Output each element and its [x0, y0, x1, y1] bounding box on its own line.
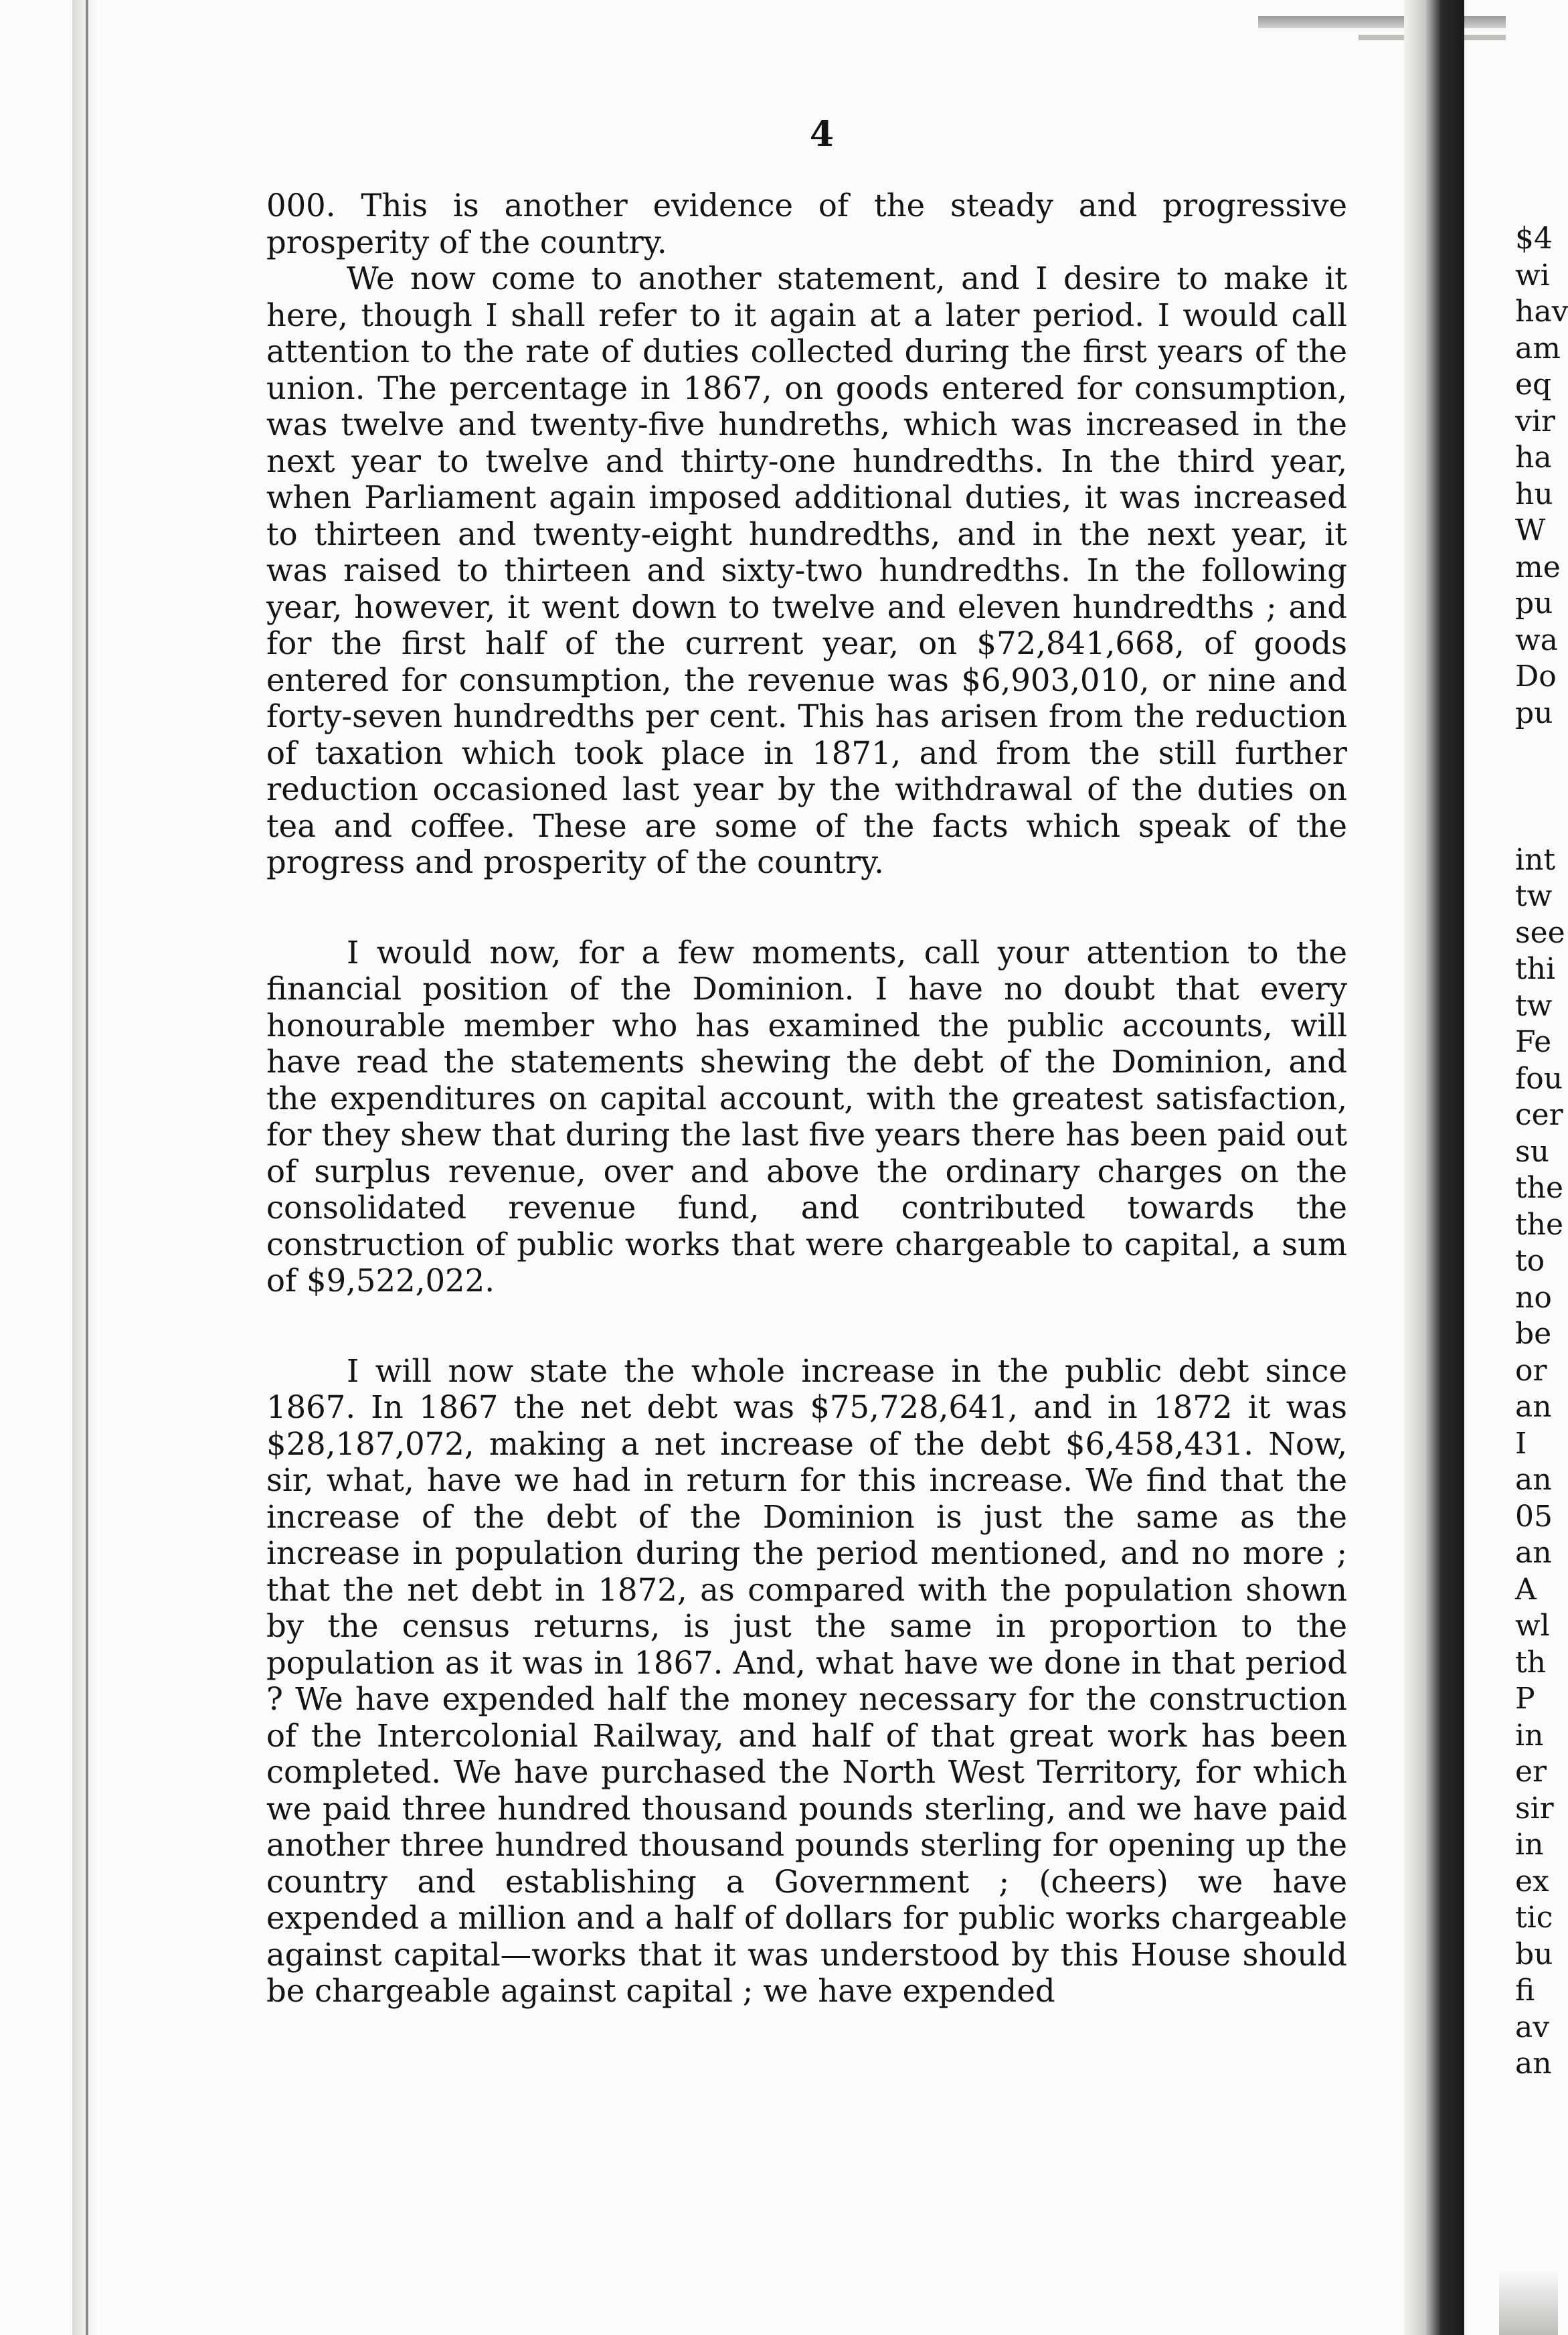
adjacent-page-line: or — [1515, 1353, 1547, 1388]
adjacent-page-line: fou — [1515, 1061, 1563, 1096]
adjacent-page-line: er — [1515, 1755, 1547, 1789]
adjacent-page-line: an — [1515, 1390, 1552, 1424]
paragraph-1: 000. This is another evidence of the steady and progressive prosperity of the country. — [266, 187, 1347, 260]
adjacent-page-line: an — [1515, 1536, 1552, 1570]
adjacent-page-line: no — [1515, 1280, 1552, 1315]
adjacent-page-line: Fe — [1515, 1025, 1552, 1059]
adjacent-page-line: be — [1515, 1317, 1552, 1351]
adjacent-page-line: an — [1515, 1463, 1552, 1497]
adjacent-page-line: av — [1515, 2010, 1550, 2044]
paragraph-3: I would now, for a few moments, call your attention to the financial position of the Dominion. I have no doubt that every honourable member who has examined the public accounts, will have read the statements shewing the debt of the Dominion, and the expenditures on capital account, with the greatest satisfaction, for they shew that during the last five years there has been paid out of surplus revenue, over and above the ordinary charges on the consolidated revenue fund, and contributed towards the construction of public works that were chargeable to capital, a sum of $9,522,022. — [266, 934, 1347, 1299]
body-text — [266, 187, 1347, 2010]
scan-bottom-shadow — [1499, 2269, 1558, 2335]
page-left-border — [86, 0, 88, 2335]
adjacent-page-line: the — [1515, 1171, 1564, 1205]
adjacent-page-line: see — [1515, 915, 1565, 950]
adjacent-page-line: 05 — [1515, 1499, 1553, 1534]
adjacent-page-line: in — [1515, 1718, 1544, 1753]
adjacent-page-line: Do — [1515, 659, 1557, 694]
adjacent-page-line: hav — [1515, 295, 1568, 329]
adjacent-page-line: hu — [1515, 477, 1553, 511]
adjacent-page-line: $4 — [1515, 222, 1553, 256]
adjacent-page-line: me — [1515, 550, 1561, 584]
adjacent-page-line: W — [1515, 513, 1546, 548]
adjacent-page-line: tic — [1515, 1901, 1553, 1935]
adjacent-page-line: ex — [1515, 1864, 1549, 1899]
adjacent-page-line: cer — [1515, 1098, 1563, 1132]
page-number: 4 — [809, 114, 835, 155]
book-gutter — [1404, 0, 1464, 2335]
adjacent-page-line: ha — [1515, 440, 1552, 475]
adjacent-page-text — [1515, 221, 1568, 2083]
adjacent-page-edge — [1506, 0, 1568, 2335]
adjacent-page-line: to — [1515, 1244, 1545, 1278]
adjacent-page-line: pu — [1515, 586, 1553, 621]
adjacent-page-line: tw — [1515, 988, 1553, 1023]
adjacent-page-line: pu — [1515, 696, 1553, 730]
adjacent-page-line: bu — [1515, 1937, 1553, 1971]
adjacent-page-line — [1515, 732, 1568, 769]
adjacent-page-line: A — [1515, 1572, 1537, 1607]
adjacent-page-line: vir — [1515, 404, 1555, 438]
adjacent-page-line: su — [1515, 1134, 1549, 1169]
adjacent-page-line: wi — [1515, 258, 1550, 293]
paragraph-2: We now come to another statement, and I desire to make it here, though I shall refer to it again at a later period. I would call attention to the rate of duties collected during the first years of the union. The percentage in 1867, on goods entered for consumption, was twelve and twenty-five hundreths, which was increased in the next year to twelve and thirty-one hundredths. In the third year, when Parliament again imposed additional duties, it was increased to thirteen and twenty-eight hundredths, and in the next year, it was raised to thirteen and sixty-two hundredths. In the following year, however, it went down to twelve and eleven hundredths ; and for the first half of the current year, on $72,841,668, of goods entered for consumption, the revenue was $6,903,010, or nine and forty-seven hundredths per cent. This has arisen from the reduction of taxation which took place in 1871, and from the still further reduction occasioned last year by the withdrawal of the duties on tea and coffee. These are some of the facts which speak of the progress and prosperity of the country. — [266, 260, 1347, 880]
paragraph-4: I will now state the whole increase in the public debt since 1867. In 1867 the net debt was $75,728,641, and in 1872 it was $28,187,072, making a net increase of the debt $6,458,431. Now, sir, what, have we had in return for this increase. We find that the increase of the debt of the Dominion is just the same as the increase in population during the period mentioned, and no more ; that the net debt in 1872, as compared with the population shown by the census returns, is just the same in proportion to the population as it was in 1867. And, what have we done in that period ? We have expended half the money necessary for the construction of the Intercolonial Railway, and half of that great work has been completed. We have purchased the North West Territory, for which we paid three hundred thousand pounds sterling, and we have paid another three hundred thousand pounds sterling for opening up the country and establishing a Government ; (cheers) we have expended a million and a half of dollars for public works chargeable against capital—works that it was understood by this House should be chargeable against capital ; we have expended — [266, 1352, 1347, 2009]
adjacent-page-line: fi — [1515, 1974, 1535, 2008]
adjacent-page-line: an — [1515, 2046, 1552, 2081]
adjacent-page-line: am — [1515, 331, 1561, 366]
adjacent-page-line: the — [1515, 1207, 1564, 1242]
adjacent-page-line: wl — [1515, 1609, 1550, 1643]
adjacent-page-line: I — [1515, 1426, 1527, 1461]
adjacent-page-line: in — [1515, 1828, 1544, 1862]
adjacent-page-line: thi — [1515, 952, 1556, 986]
adjacent-page-line: eq — [1515, 368, 1552, 402]
adjacent-page-line: wa — [1515, 623, 1558, 657]
adjacent-page-line: sir — [1515, 1791, 1554, 1826]
adjacent-page-line: P — [1515, 1682, 1535, 1716]
adjacent-page-line: int — [1515, 842, 1556, 877]
adjacent-page-line: tw — [1515, 879, 1553, 913]
adjacent-page-line: th — [1515, 1645, 1547, 1680]
